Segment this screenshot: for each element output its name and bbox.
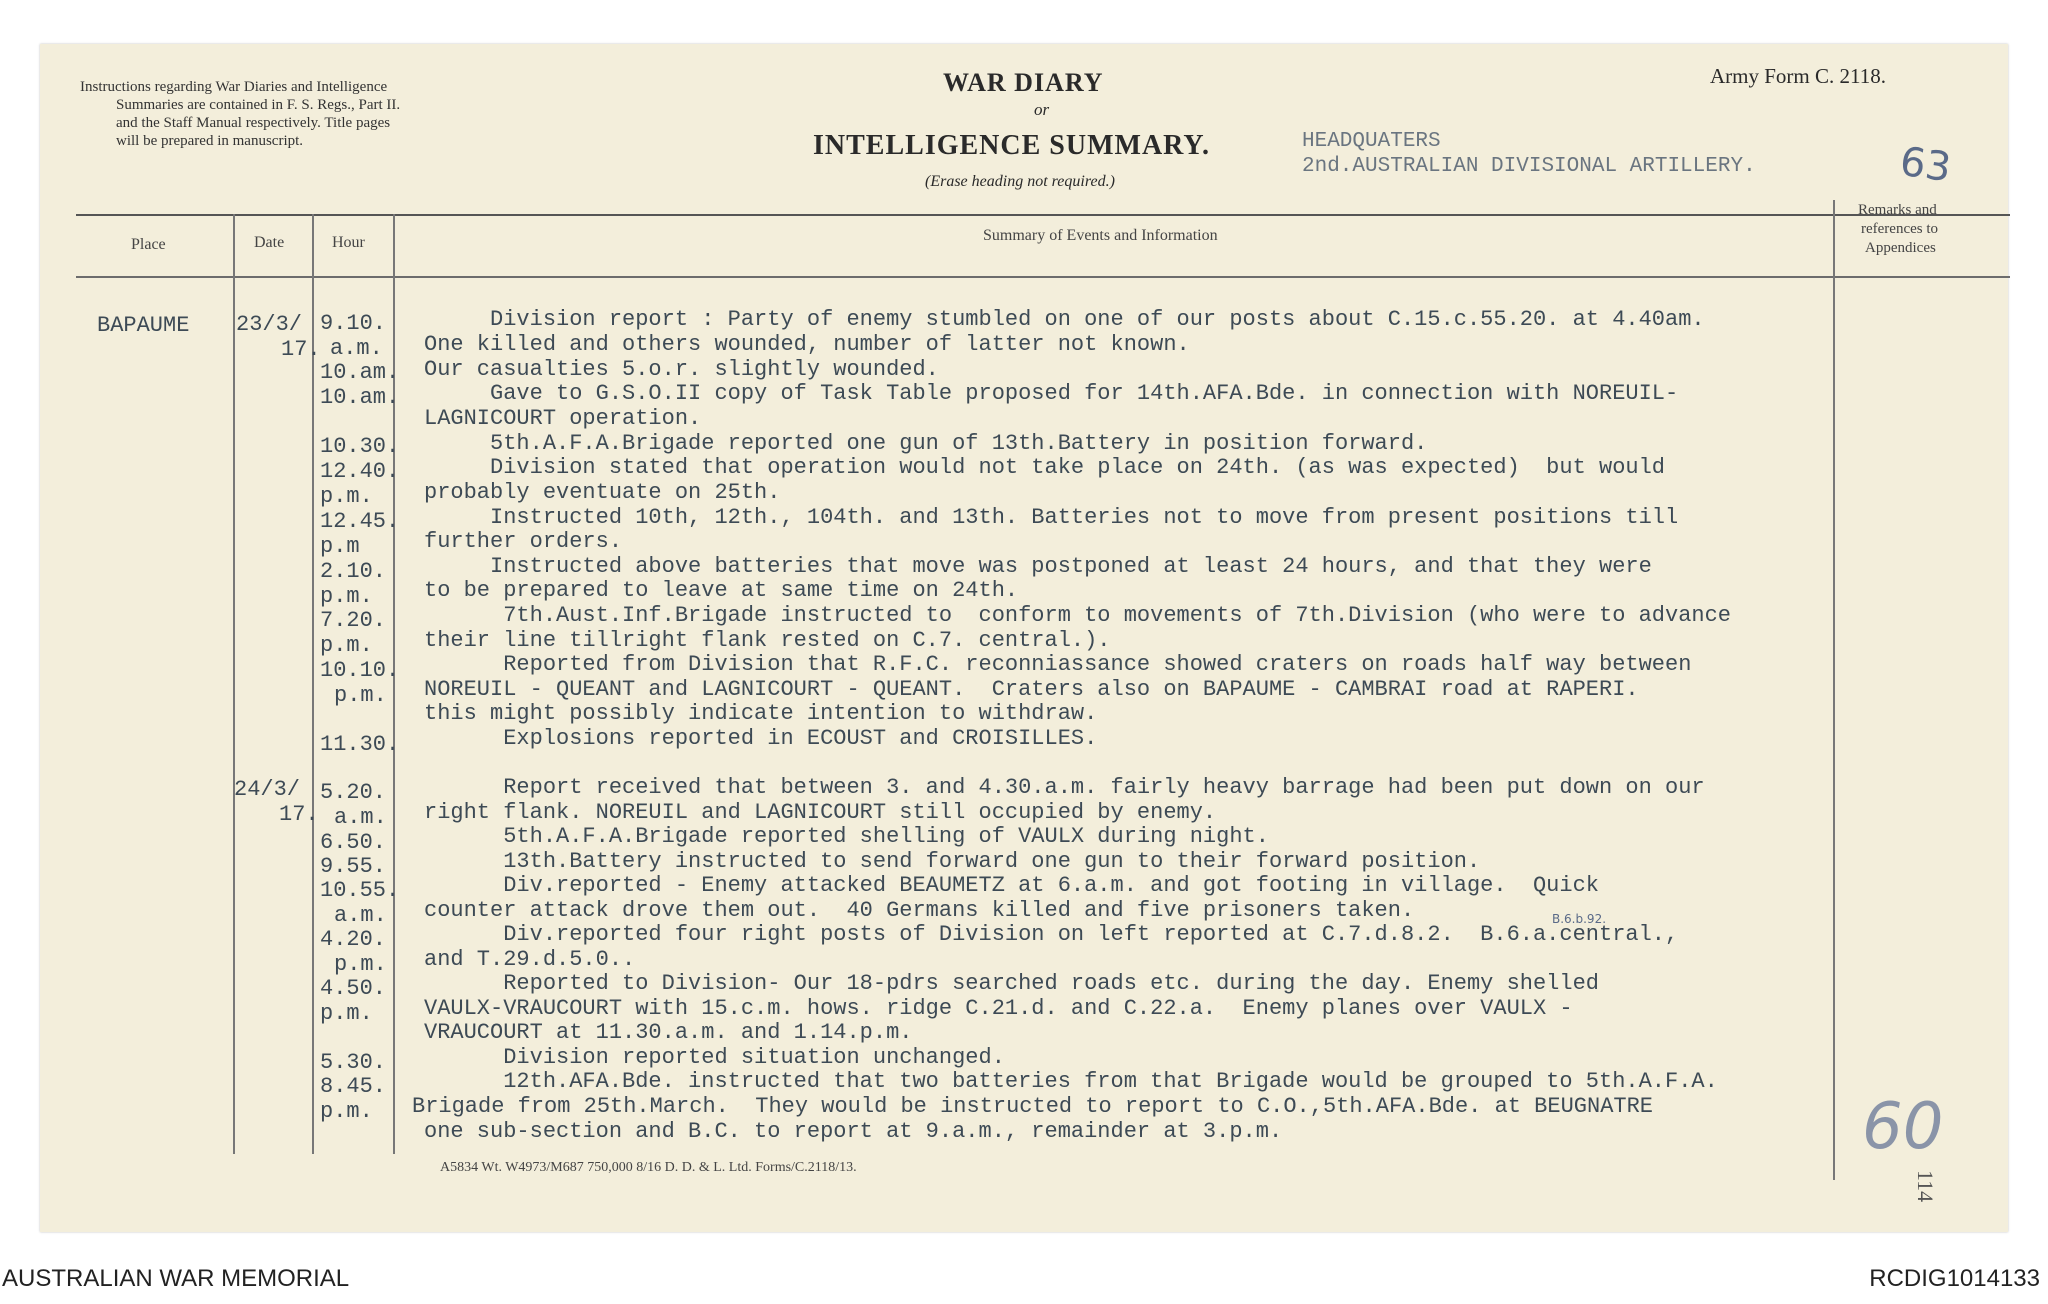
margin-number: 114 [1913,1170,1938,1203]
hour-entry: 12.45. [320,509,400,534]
page-number-handwritten: 63 [1897,138,1954,192]
summary-line: probably eventuate on 25th. [424,480,781,505]
hour-entry: 7.20. [320,608,387,633]
column-header-date: Date [254,234,285,251]
instructions-line: and the Staff Manual respectively. Title pages [116,115,391,131]
hour-entry: p.m [320,534,360,559]
summary-line: Brigade from 25th.March. They would be instructed to report to C.O.,5th.AFA.Bde. at BEUGNATRE [412,1094,1654,1119]
summary-line: Division report : Party of enemy stumbled on one of our posts about C.15.c.55.20. at 4.40am. [424,307,1705,332]
summary-line: Reported from Division that R.F.C. reconniassance showed craters on roads half way between [424,652,1692,677]
summary-line: 13th.Battery instructed to send forward one gun to their forward position. [424,849,1481,874]
title-or: or [1034,100,1050,119]
handwritten-insert: B.6.b.92. [1552,912,1607,926]
hour-entry: a.m. [334,903,387,928]
summary-line: Division reported situation unchanged. [424,1045,1005,1070]
hour-entry: 10.am. [320,385,400,410]
summary-line: right flank. NOREUIL and LAGNICOURT still occupied by enemy. [424,800,1217,825]
hour-entry: p.m. [320,1099,373,1124]
margin-handwriting: 60 [1862,1090,1944,1164]
erase-note: (Erase heading not required.) [925,173,1115,190]
summary-line: this might possibly indicate intention to withdraw. [424,701,1098,726]
summary-line: Instructed above batteries that move was postponed at least 24 hours, and that they were [424,554,1652,579]
summary-line: Div.reported - Enemy attacked BEAUMETZ at 6.a.m. and got footing in village. Quick [424,873,1599,898]
summary-line: Gave to G.S.O.II copy of Task Table proposed for 14th.AFA.Bde. in connection with NOREUIL- [424,381,1679,406]
column-divider [1833,200,1835,1180]
hour-entry: 8.45. [320,1074,387,1099]
column-header-summary: Summary of Events and Information [983,227,1218,244]
summary-line: further orders. [424,529,623,554]
summary-line: counter attack drove them out. 40 Germans killed and five prisoners taken. [424,898,1415,923]
hour-entry: 5.30. [320,1050,387,1075]
column-header-hour: Hour [332,234,365,251]
page-title: WAR DIARY [943,68,1104,97]
hour-entry: p.m. [320,484,373,509]
hour-entry: 10.30. [320,434,400,459]
date-entry: 23/3/ [236,312,303,337]
summary-line: Report received that between 3. and 4.30.a.m. fairly heavy barrage had been put down on our [424,775,1705,800]
summary-line: Reported to Division- Our 18-pdrs searched roads etc. during the day. Enemy shelled [424,971,1599,996]
date-entry: 17. [281,337,321,362]
summary-line: 7th.Aust.Inf.Brigade instructed to conform to movements of 7th.Division (who were to advance [424,603,1732,628]
summary-line: to be prepared to leave at same time on 24th. [424,578,1019,603]
hour-entry: p.m. [334,683,387,708]
column-header-remarks: Remarks and [1858,202,1937,218]
summary-line: 12th.AFA.Bde. instructed that two batteries from that Brigade would be grouped to 5th.A.F.A. [424,1069,1718,1094]
summary-line: Div.reported four right posts of Division on left reported at C.7.d.8.2. B.6.a.central., [424,922,1679,947]
hour-entry: 6.50. [320,830,387,855]
hour-entry: 4.20. [320,927,387,952]
summary-line: Our casualties 5.o.r. slightly wounded. [424,357,939,382]
hour-entry: a.m. [330,336,383,361]
hour-entry: 10.10. [320,658,400,683]
instructions-line: Summaries are contained in F. S. Regs., Part II. [116,97,401,113]
place-entry: BAPAUME [97,313,190,338]
summary-line: one sub-section and B.C. to report at 9.a.m., remainder at 3.p.m. [424,1119,1283,1144]
column-header-remarks: references to [1861,221,1939,237]
instructions-line: Instructions regarding War Diaries and Intelligence [80,79,388,95]
footer-reference: RCDIG1014133 [1869,1265,2040,1292]
summary-line: LAGNICOURT operation. [424,406,702,431]
summary-line: 5th.A.F.A.Brigade reported one gun of 13th.Battery in position forward. [424,431,1428,456]
summary-line: Division stated that operation would not take place on 24th. (as was expected) but would [424,455,1666,480]
instructions-note [80,78,600,150]
hour-entry: p.m. [320,633,373,658]
summary-line: their line tillright flank rested on C.7. central.). [424,628,1111,653]
date-entry: 24/3/ [234,777,301,802]
army-form-label: Army Form C. 2118. [1710,64,1886,88]
hour-entry: 4.50. [320,976,387,1001]
print-line: A5834 Wt. W4973/M687 750,000 8/16 D. D. & L. Ltd. Forms/C.2118/13. [440,1160,857,1175]
table-top-rule [76,214,2010,216]
unit-line-1: HEADQUATERS [1302,130,1441,153]
summary-line: Explosions reported in ECOUST and CROISILLES. [424,726,1098,751]
hour-entry: 9.55. [320,854,387,879]
summary-line: VRAUCOURT at 11.30.a.m. and 1.14.p.m. [424,1020,913,1045]
hour-entry: 5.20. [320,780,387,805]
unit-line-2: 2nd.AUSTRALIAN DIVISIONAL ARTILLERY. [1302,155,1756,178]
instructions-line: will be prepared in manuscript. [116,133,304,149]
footer-source: AUSTRALIAN WAR MEMORIAL [2,1265,350,1292]
summary-line: One killed and others wounded, number of latter not known. [424,332,1190,357]
column-header-remarks: Appendices [1865,240,1936,256]
hour-entry: p.m. [334,952,387,977]
hour-entry: 10.55. [320,878,400,903]
summary-line: NOREUIL - QUEANT and LAGNICOURT - QUEANT. Craters also on BAPAUME - CAMBRAI road at RAPERI. [424,677,1639,702]
hour-entry: 12.40. [320,459,400,484]
date-entry: 17. [279,802,319,827]
summary-line: 5th.A.F.A.Brigade reported shelling of VAULX during night. [424,824,1269,849]
hour-entry: 10.am. [320,360,400,385]
table-header-rule [76,276,2010,278]
hour-entry: 2.10. [320,559,387,584]
summary-line: and T.29.d.5.0.. [424,947,636,972]
hour-entry: 9.10. [320,311,387,336]
summary-line: VAULX-VRAUCOURT with 15.c.m. hows. ridge C.21.d. and C.22.a. Enemy planes over VAULX - [424,996,1573,1021]
column-header-place: Place [131,236,166,253]
page-subtitle: INTELLIGENCE SUMMARY. [813,130,1211,161]
hour-entry: 11.30. [320,732,400,757]
hour-entry: a.m. [334,805,387,830]
summary-line: Instructed 10th, 12th., 104th. and 13th. Batteries not to move from present positions till [424,505,1679,530]
hour-entry: p.m. [320,1001,373,1026]
column-divider [393,214,395,1154]
column-divider [233,214,235,1154]
hour-entry: p.m. [320,584,373,609]
